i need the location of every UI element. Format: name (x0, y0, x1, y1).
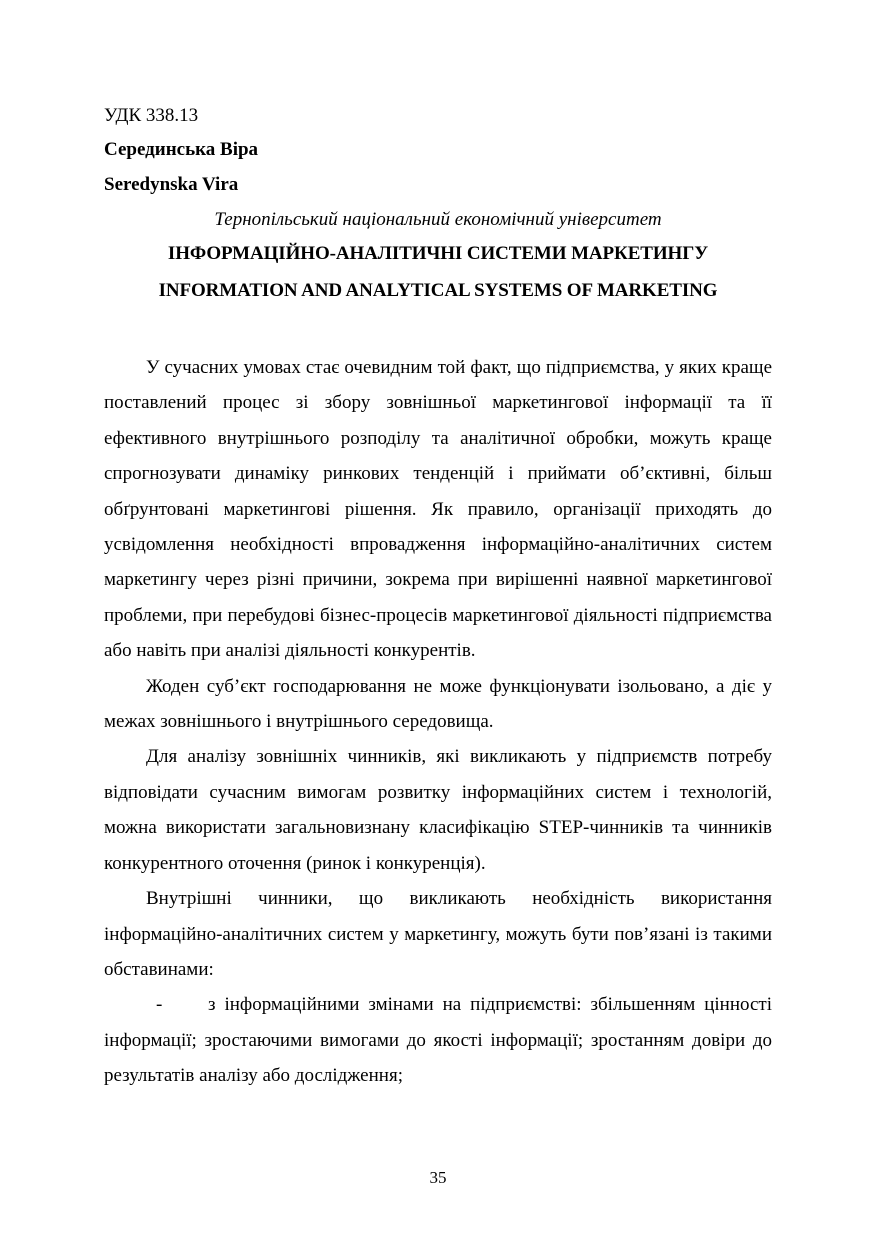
paragraph-3: Для аналізу зовнішніх чинників, які викликають у підприємств потребу відповідати сучасним вимогам розвитку інформаційних систем і технологій, можна використати загальновизнану класифікацію STEP-чинників та чинників конкурентного оточення (ринок і конкуренція). (104, 746, 772, 874)
paper-page (104, 104, 772, 1094)
title-ua: ІНФОРМАЦІЙНО-АНАЛІТИЧНІ СИСТЕМИ МАРКЕТИНГУ (167, 243, 709, 264)
udk-code: УДК 338.13 (104, 105, 199, 126)
author-name-ua: Серединська Віра (104, 139, 259, 160)
article-body (104, 350, 772, 1094)
page-number: 35 (429, 1168, 447, 1187)
bullet-text: з інформаційними змінами на підприємстві: збільшенням цінності інформації; зростаючими вимогами до якості інформації; зростанням довіри до результатів аналізу або дослідження; (104, 994, 772, 1087)
paragraph-2: Жоден суб’єкт господарювання не може функціонувати ізольовано, а діє у межах зовнішнього і внутрішнього середовища. (104, 675, 772, 733)
paragraph-4: Внутрішні чинники, що викликають необхідність використання інформаційно-аналітичних систем у маркетингу, можуть бути пов’язані із такими обставинами: (104, 888, 772, 980)
title-en: INFORMATION AND ANALYTICAL SYSTEMS OF MARKETING (158, 280, 718, 301)
bullet-item (104, 987, 772, 1093)
paragraph-1: У сучасних умовах стає очевидним той факт, що підприємства, у яких краще поставлений процес зі збору зовнішньої маркетингової інформації та її ефективного внутрішнього розподілу та аналітичної обробки, можуть краще спрогнозувати динаміку ринкових тенденцій і приймати об’єктивні, більш обґрунтовані маркетингові рішення. Як правило, організації приходять до усвідомлення необхідності впровадження інформаційно-аналітичних систем маркетингу через різні причини, зокрема при вирішенні наявної маркетингової проблеми, при перебудові бізнес-процесів маркетингової діяльності підприємства або навіть при аналізі діяльності конкурентів. (104, 357, 772, 662)
affiliation: Тернопільський національний економічний університет (214, 209, 662, 230)
author-name-en: Seredynska Vira (104, 174, 239, 195)
bullet-marker: - (156, 994, 163, 1016)
